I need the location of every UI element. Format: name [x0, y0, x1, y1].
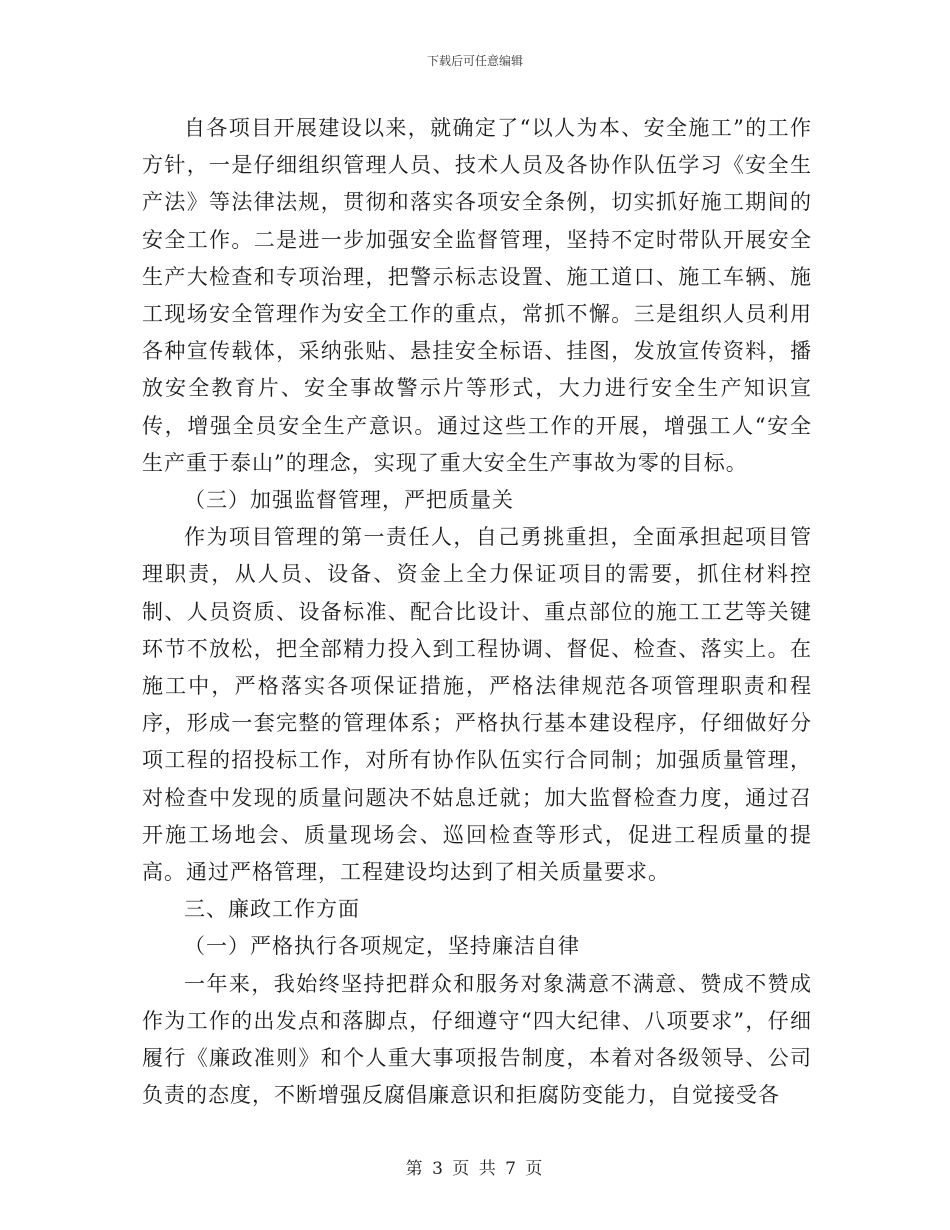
page-header: 下载后可任意编辑 [426, 54, 523, 68]
paragraph-integrity: 一年来，我始终坚持把群众和服务对象满意不满意、赞成不赞成作为工作的出发点和落脚点，仔细遵守“四大纪律、八项要求”，仔细履行《廉政准则》和个人重大事项报告制度，本着对各级领导、公司负责的态度，不断增强反腐倡廉意识和拒腐防变能力，自觉接受各 [142, 971, 812, 1108]
section-heading-integrity: 三、廉政工作方面 [184, 897, 360, 922]
page-number: 第 3 页 共 7 页 [405, 1159, 545, 1179]
paragraph-safety: 自各项目开展建设以来，就确定了“以人为本、安全施工”的工作方针，一是仔细组织管理人员、技术人员及各协作队伍学习《安全生产法》等法律法规，贯彻和落实各项安全条例，切实抓好施工期间的安全工作。二是进一步加强安全监督管理，坚持不定时带队开展安全生产大检查和专项治理，把警示标志设置、施工道口、施工车辆、施工现场安全管理作为安全工作的重点，常抓不懈。三是组织人员利用各种宣传载体，采纳张贴、悬挂安全标语、挂图，发放宣传资料，播放安全教育片、安全事故警示片等形式，大力进行安全生产知识宣传，增强全员安全生产意识。通过这些工作的开展，增强工人“安全生产重于泰山”的理念，实现了重大安全生产事故为零的目标。 [142, 116, 812, 475]
subsection-heading-rules: （一）严格执行各项规定，坚持廉洁自律 [184, 934, 580, 959]
document-body [142, 110, 812, 1114]
paragraph-quality: 作为项目管理的第一责任人，自己勇挑重担，全面承担起项目管理职责，从人员、设备、资金上全力保证项目的需要，抓住材料控制、人员资质、设备标准、配合比设计、重点部位的施工工艺等关键环节不放松，把全部精力投入到工程协调、督促、检查、落实上。在施工中，严格落实各项保证措施，严格法律规范各项管理职责和程序，形成一套完整的管理体系；严格执行基本建设程序，仔细做好分项工程的招投标工作，对所有协作队伍实行合同制；加强质量管理，对检查中发现的质量问题决不姑息迁就；加大监督检查力度，通过召开施工场地会、质量现场会、巡回检查等形式，促进工程质量的提高。通过严格管理，工程建设均达到了相关质量要求。 [142, 525, 812, 885]
section-heading-quality: （三）加强监督管理，严把质量关 [184, 488, 514, 513]
